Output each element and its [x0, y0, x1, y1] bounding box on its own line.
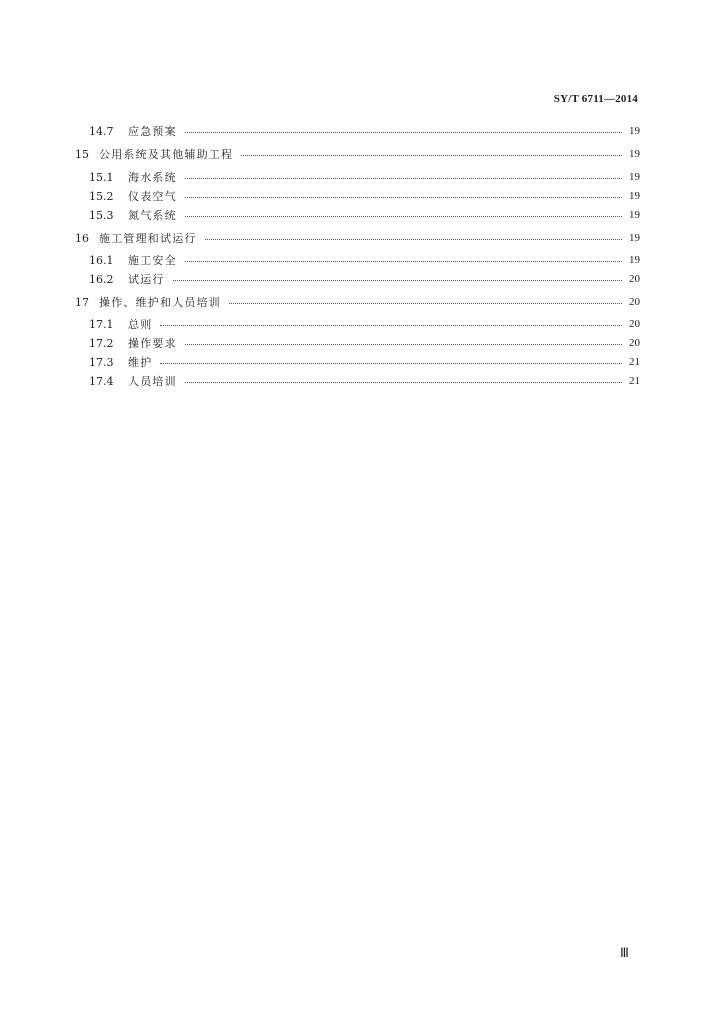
- toc-entry-title: 海水系统: [128, 171, 177, 184]
- toc-entry-title: 总则: [128, 318, 153, 331]
- toc-entry-number: 15.2: [89, 189, 114, 203]
- toc-entry-title: 氮气系统: [128, 209, 177, 222]
- toc-entry-page: 19: [629, 190, 640, 202]
- toc-entry-page: 19: [629, 148, 640, 160]
- toc-entry-page: 19: [629, 209, 640, 221]
- toc-entry[interactable]: [0, 121, 724, 141]
- toc-entry[interactable]: [0, 186, 724, 206]
- toc-entry[interactable]: [0, 333, 724, 353]
- toc-entry[interactable]: [0, 228, 724, 248]
- toc-entry-number: 14.7: [89, 124, 114, 138]
- toc-entry-page: 19: [629, 125, 640, 137]
- toc-entry-title: 应急预案: [128, 125, 177, 138]
- toc-leader-dots: [229, 302, 622, 304]
- toc-entry[interactable]: [0, 314, 724, 334]
- toc-leader-dots: [173, 279, 622, 281]
- toc-entry-page: 19: [629, 254, 640, 266]
- toc-leader-dots: [185, 215, 622, 217]
- toc-leader-dots: [160, 362, 622, 364]
- toc-entry-number: 16: [75, 231, 89, 245]
- toc-entry-title: 试运行: [128, 273, 165, 286]
- toc-leader-dots: [205, 238, 622, 240]
- toc-entry-page: 20: [629, 318, 640, 330]
- toc-entry-title: 施工安全: [128, 254, 177, 267]
- toc-entry[interactable]: [0, 144, 724, 164]
- toc-entry[interactable]: [0, 292, 724, 312]
- toc-entry-number: 16.1: [89, 253, 114, 267]
- toc-entry-title: 施工管理和试运行: [99, 232, 197, 245]
- toc-entry-page: 19: [629, 171, 640, 183]
- toc-entry-number: 17.1: [89, 317, 114, 331]
- standard-code: SY/T 6711—2014: [553, 93, 638, 105]
- toc-entry[interactable]: [0, 371, 724, 391]
- toc-entry-number: 17: [75, 295, 89, 309]
- toc-entry-title: 人员培训: [128, 375, 177, 388]
- toc-entry-title: 仪表空气: [128, 190, 177, 203]
- toc-entry[interactable]: [0, 352, 724, 372]
- toc-entry-page: 19: [629, 232, 640, 244]
- toc-entry-number: 17.4: [89, 374, 114, 388]
- toc-entry-page: 20: [629, 273, 640, 285]
- toc-entry[interactable]: [0, 269, 724, 289]
- toc-leader-dots: [185, 381, 622, 383]
- toc-leader-dots: [160, 324, 622, 326]
- toc-entry-title: 维护: [128, 356, 153, 369]
- toc-entry[interactable]: [0, 167, 724, 187]
- toc-entry-title: 公用系统及其他辅助工程: [99, 148, 234, 161]
- toc-leader-dots: [185, 343, 622, 345]
- toc-entry-number: 15: [75, 147, 89, 161]
- toc-entry-number: 15.1: [89, 170, 114, 184]
- toc-entry-number: 17.3: [89, 355, 114, 369]
- toc-entry[interactable]: [0, 250, 724, 270]
- page-number: Ⅲ: [620, 945, 629, 960]
- toc-entry-title: 操作、维护和人员培训: [99, 296, 221, 309]
- toc-entry-page: 20: [629, 337, 640, 349]
- toc-leader-dots: [185, 177, 622, 179]
- toc-leader-dots: [185, 131, 622, 133]
- toc-entry-number: 17.2: [89, 336, 114, 350]
- toc-entry-page: 21: [629, 356, 640, 368]
- toc-leader-dots: [241, 154, 622, 156]
- toc-leader-dots: [185, 260, 622, 262]
- toc-entry-page: 20: [629, 296, 640, 308]
- toc-leader-dots: [185, 196, 622, 198]
- toc-entry-page: 21: [629, 375, 640, 387]
- toc-entry-number: 15.3: [89, 208, 114, 222]
- toc-entry-title: 操作要求: [128, 337, 177, 350]
- toc-entry-number: 16.2: [89, 272, 114, 286]
- toc-entry[interactable]: [0, 205, 724, 225]
